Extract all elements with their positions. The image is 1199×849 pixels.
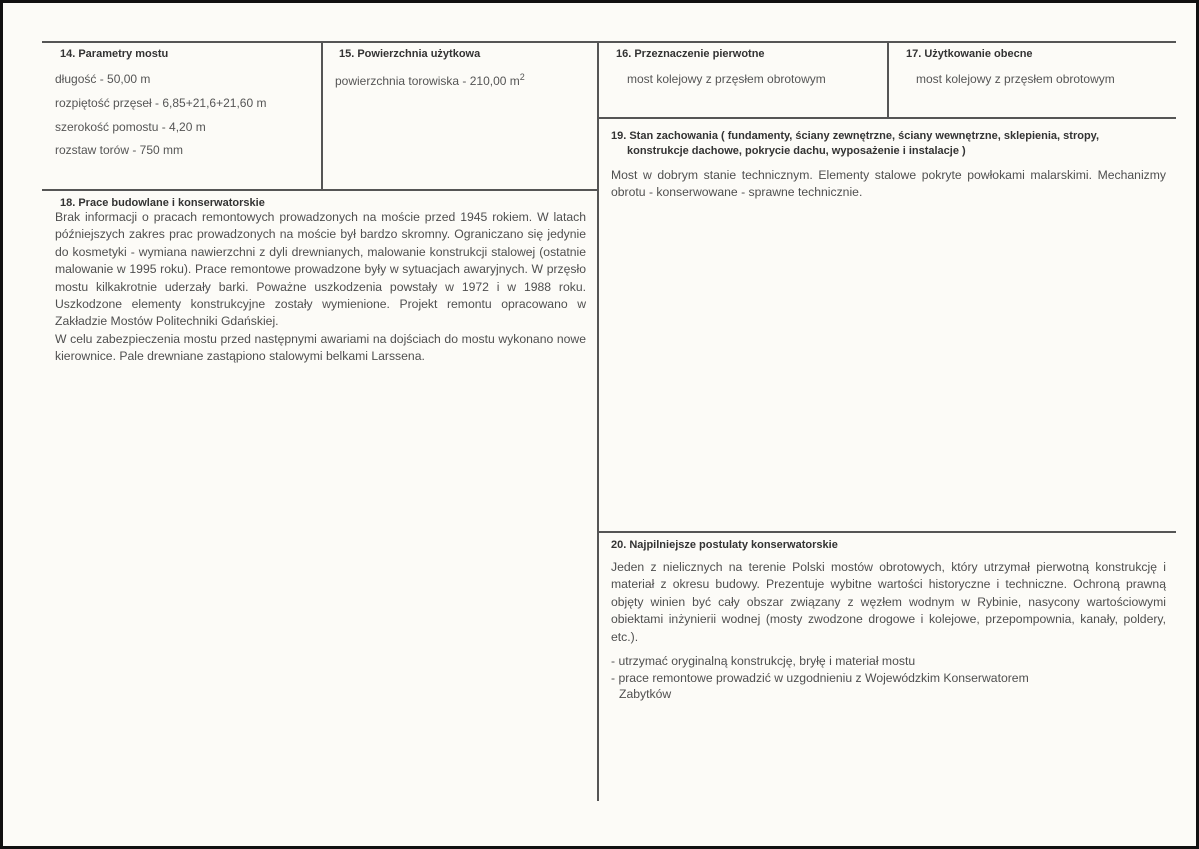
usable-area-text: powierzchnia torowiska - 210,00 m <box>335 74 520 88</box>
rule-h-18-top <box>42 189 598 191</box>
postulate-item-1: - utrzymać oryginalną konstrukcję, bryłę i materiał mostu <box>611 654 916 668</box>
param-deck-width: szerokość pomostu - 4,20 m <box>55 120 206 134</box>
condition-paragraph: Most w dobrym stanie technicznym. Elementy stalowe pokryte powłokami malarskimi. Mechanizmy obrotu - konserwowane - sprawne technicznie. <box>611 168 1166 200</box>
rule-h-19-top <box>598 117 1176 119</box>
rule-v-center <box>597 41 599 801</box>
page-border-top <box>0 0 1199 3</box>
section-18-title: 18. Prace budowlane i konserwatorskie <box>60 197 265 209</box>
section-19-title-line1: 19. Stan zachowania ( fundamenty, ściany zewnętrzne, ściany wewnętrzne, sklepienia, stropy, <box>611 130 1100 142</box>
section-15-title: 15. Powierzchnia użytkowa <box>339 48 481 60</box>
postulate-item-2: - prace remontowe prowadzić w uzgodnieniu z Wojewódzkim Konserwatorem <box>611 670 1029 685</box>
current-use-value: most kolejowy z przęsłem obrotowym <box>916 72 1115 86</box>
rule-v-14-15 <box>321 41 323 190</box>
postulates-list <box>611 653 1166 703</box>
works-paragraph-1: Brak informacji o pracach remontowych prowadzonych na moście przed 1945 rokiem. W latach późniejszych zakres prac prowadzonych na moście był bardzo skromny. Ograniczano się jedynie do kosmetyki - wymiana nawierzchni z dyli drewnianych, malowanie konstrukcji stalowej (ostatnie malowanie w 1995 roku). Prace remontowe prowadzone były w sytuacjach awaryjnych. W przęsło mostu kilkakrotnie uderzały barki. Poważne uszkodzenia powstały w 1972 i w 1988 roku. Uszkodzone elementy konstrukcyjne zostały wymienione. Projekt remontu opracowano w Zakładzie Mostów Politechniki Gdańskiej. <box>55 210 586 329</box>
section-16-title: 16. Przeznaczenie pierwotne <box>616 48 765 60</box>
postulates-paragraph: Jeden z nielicznych na terenie Polski mostów obrotowych, który utrzymał pierwotną konstrukcję i materiał z okresu budowy. Prezentuje wybitne wartości historyczne i techniczne. Ochroną prawną objęty winien być cały obszar związany z węzłem wodnym w Rybinie, nasycony wartościowymi obiektami inżynierii wodnej (mosty zwodzone drogowe i kolejowe, przepompownia, kanały, poldery, etc.). <box>611 560 1166 644</box>
usable-area-unit-sup: 2 <box>519 72 525 82</box>
works-paragraph-2: W celu zabezpieczenia mostu przed następnymi awariami na dojściach do mostu wykonano nowe kierownice. Pale drewniane zastąpiono stalowymi belkami Larssena. <box>55 331 586 364</box>
rule-top <box>42 41 1176 43</box>
param-span: rozpiętość przęseł - 6,85+21,6+21,60 m <box>55 96 267 110</box>
param-track-gauge: rozstaw torów - 750 mm <box>55 143 184 157</box>
usable-area-value <box>335 72 525 88</box>
postulates-text <box>611 559 1166 646</box>
postulate-item-2-cont: Zabytków <box>619 687 672 701</box>
param-length: długość - 50,00 m <box>55 72 151 86</box>
condition-text <box>611 167 1166 202</box>
section-14-title: 14. Parametry mostu <box>60 48 169 60</box>
section-20-title: 20. Najpilniejsze postulaty konserwatorskie <box>611 539 838 551</box>
works-text <box>55 209 586 366</box>
section-19-title-line2: konstrukcje dachowe, pokrycie dachu, wyposażenie i instalacje ) <box>627 145 966 157</box>
original-purpose-value: most kolejowy z przęsłem obrotowym <box>627 72 826 86</box>
rule-v-16-17 <box>887 41 889 118</box>
rule-h-20-top <box>598 531 1176 533</box>
page-border-left <box>0 0 3 849</box>
section-17-title: 17. Użytkowanie obecne <box>906 48 1033 60</box>
